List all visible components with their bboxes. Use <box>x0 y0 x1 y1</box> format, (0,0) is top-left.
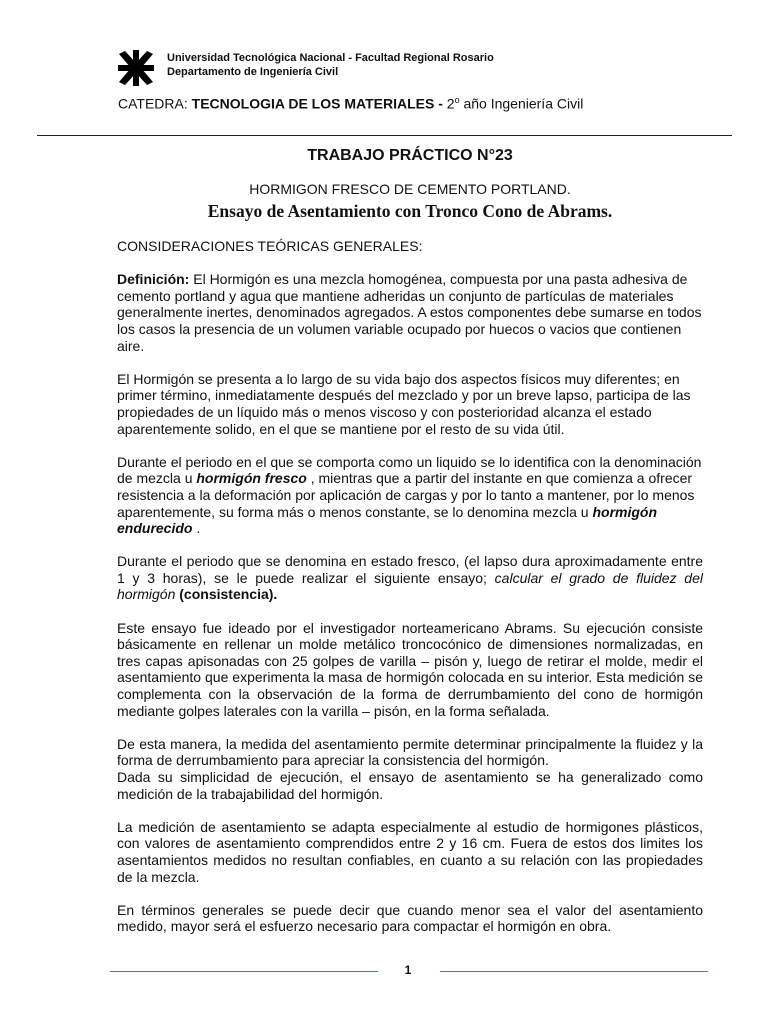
paragraph-definition <box>117 271 703 354</box>
definition-text: El Hormigón es una mezcla homogénea, compuesta por una pasta adhesiva de cemento portland y agua que mantiene adheridas un conjunto de partículas de materiales generalmente inertes, denominados agregados. A estos componentes debe sumarse en todos los casos la presencia de un volumen variable ocupado por huecos o vacios que contienen aire. <box>117 271 702 354</box>
term-hormigon-fresco: hormigón fresco <box>196 470 307 487</box>
states-text-1: Durante el periodo en el que se comporta como un liquido se lo identifica con la denominación de mezcla u <box>117 453 702 487</box>
consistency-term: (consistencia). <box>175 586 278 603</box>
states-text-3: . <box>192 520 201 537</box>
page-title: TRABAJO PRÁCTICO N°23 <box>307 147 513 164</box>
states-text-2: , mientras que a partir del instante en que comienza a ofrecer resistencia a la deformación por aplicación de cargas y por lo tanto a mantener, por lo menos aparentemente, su forma más o menos constante, se lo denomina mezcla u <box>117 470 695 520</box>
department-name: Departamento de Ingeniería Civil <box>167 66 339 78</box>
subtitle-test: Ensayo de Asentamiento con Tronco Cono de Abrams. <box>207 201 613 221</box>
institution-header <box>167 51 494 79</box>
paragraph-states <box>117 454 703 537</box>
catedra-year: año Ingeniería Civil <box>459 95 584 112</box>
paragraph-aspects: El Hormigón se presenta a lo largo de su vida bajo dos aspectos físicos muy diferentes; en primer término, inmediatamente después del mezclado y por un breve lapso, participa de las propiedades de un líquido más o menos viscoso y con posterioridad alcanza el estado aparentemente solido, en el que se mantiene por el resto de su vida útil. <box>117 370 691 437</box>
utn-logo <box>118 50 154 86</box>
catedra-year-num: 2 <box>446 95 455 112</box>
institution-name: Universidad Tecnológica Nacional - Facultad Regional Rosario <box>167 52 494 64</box>
footer-line-left <box>110 971 378 972</box>
paragraph-slump-measure <box>117 736 703 802</box>
footer-line-right <box>440 971 708 972</box>
document-body <box>117 238 703 952</box>
paragraph-abrams: Este ensayo fue ideado por el investigador norteamericano Abrams. Su ejecución consiste básicamente en rellenar un molde metálico troncocónico de dimensiones normalizadas, en tres capas apisonadas con 25 golpes de varilla – pisón y, luego de retirar el molde, medir el asentamiento que experimenta la masa de hormigón colocada en su interior. Esta medición se complementa con la observación de la forma de derrumbamiento del cono de hormigón mediante golpes laterales con la varilla – pisón, en la forma señalada. <box>117 619 703 719</box>
paragraph-fresh-period <box>117 553 703 603</box>
paragraph-plastic: La medición de asentamiento se adapta especialmente al estudio de hormigones plásticos, con valores de asentamiento comprendidos entre 2 y 16 cm. Fuera de estos dos limites los asentamientos medidos no resultan confiables, en cuanto a su relación con las propiedades de la mezcla. <box>117 818 703 885</box>
page-number: 1 <box>404 963 412 977</box>
slump-simplicity-text: Dada su simplicidad de ejecución, el ensayo de asentamiento se ha generalizado como medición de la trabajabilidad del hormigón. <box>117 769 703 802</box>
slump-measure-text: De esta manera, la medida del asentamiento permite determinar principalmente la fluidez y la forma de derrumbamiento para apreciar la consistencia del hormigón. <box>117 735 703 769</box>
subtitle-topic: HORMIGON FRESCO DE CEMENTO PORTLAND. <box>249 181 571 197</box>
definition-label: Definición: <box>117 271 190 288</box>
term-hormigon-endurecido: hormigón endurecido <box>117 503 658 537</box>
fluidity-phrase: calcular el grado de fluidez del hormigón <box>117 569 703 603</box>
catedra-label: CATEDRA: <box>118 95 192 112</box>
catedra-year-sup: o <box>454 95 460 105</box>
catedra-line <box>118 95 583 112</box>
section-heading: CONSIDERACIONES TEÓRICAS GENERALES: <box>117 238 423 254</box>
catedra-name: TECNOLOGIA DE LOS MATERIALES - <box>191 95 443 112</box>
fresh-period-text: Durante el periodo que se denomina en estado fresco, (el lapso dura aproximadamente entre 1 y 3 horas), se le puede realizar el siguiente ensayo; <box>117 553 703 586</box>
header-divider <box>37 135 732 136</box>
paragraph-general: En términos generales se puede decir que cuando menor sea el valor del asentamiento medido, mayor será el esfuerzo necesario para compactar el hormigón en obra. <box>117 901 703 935</box>
